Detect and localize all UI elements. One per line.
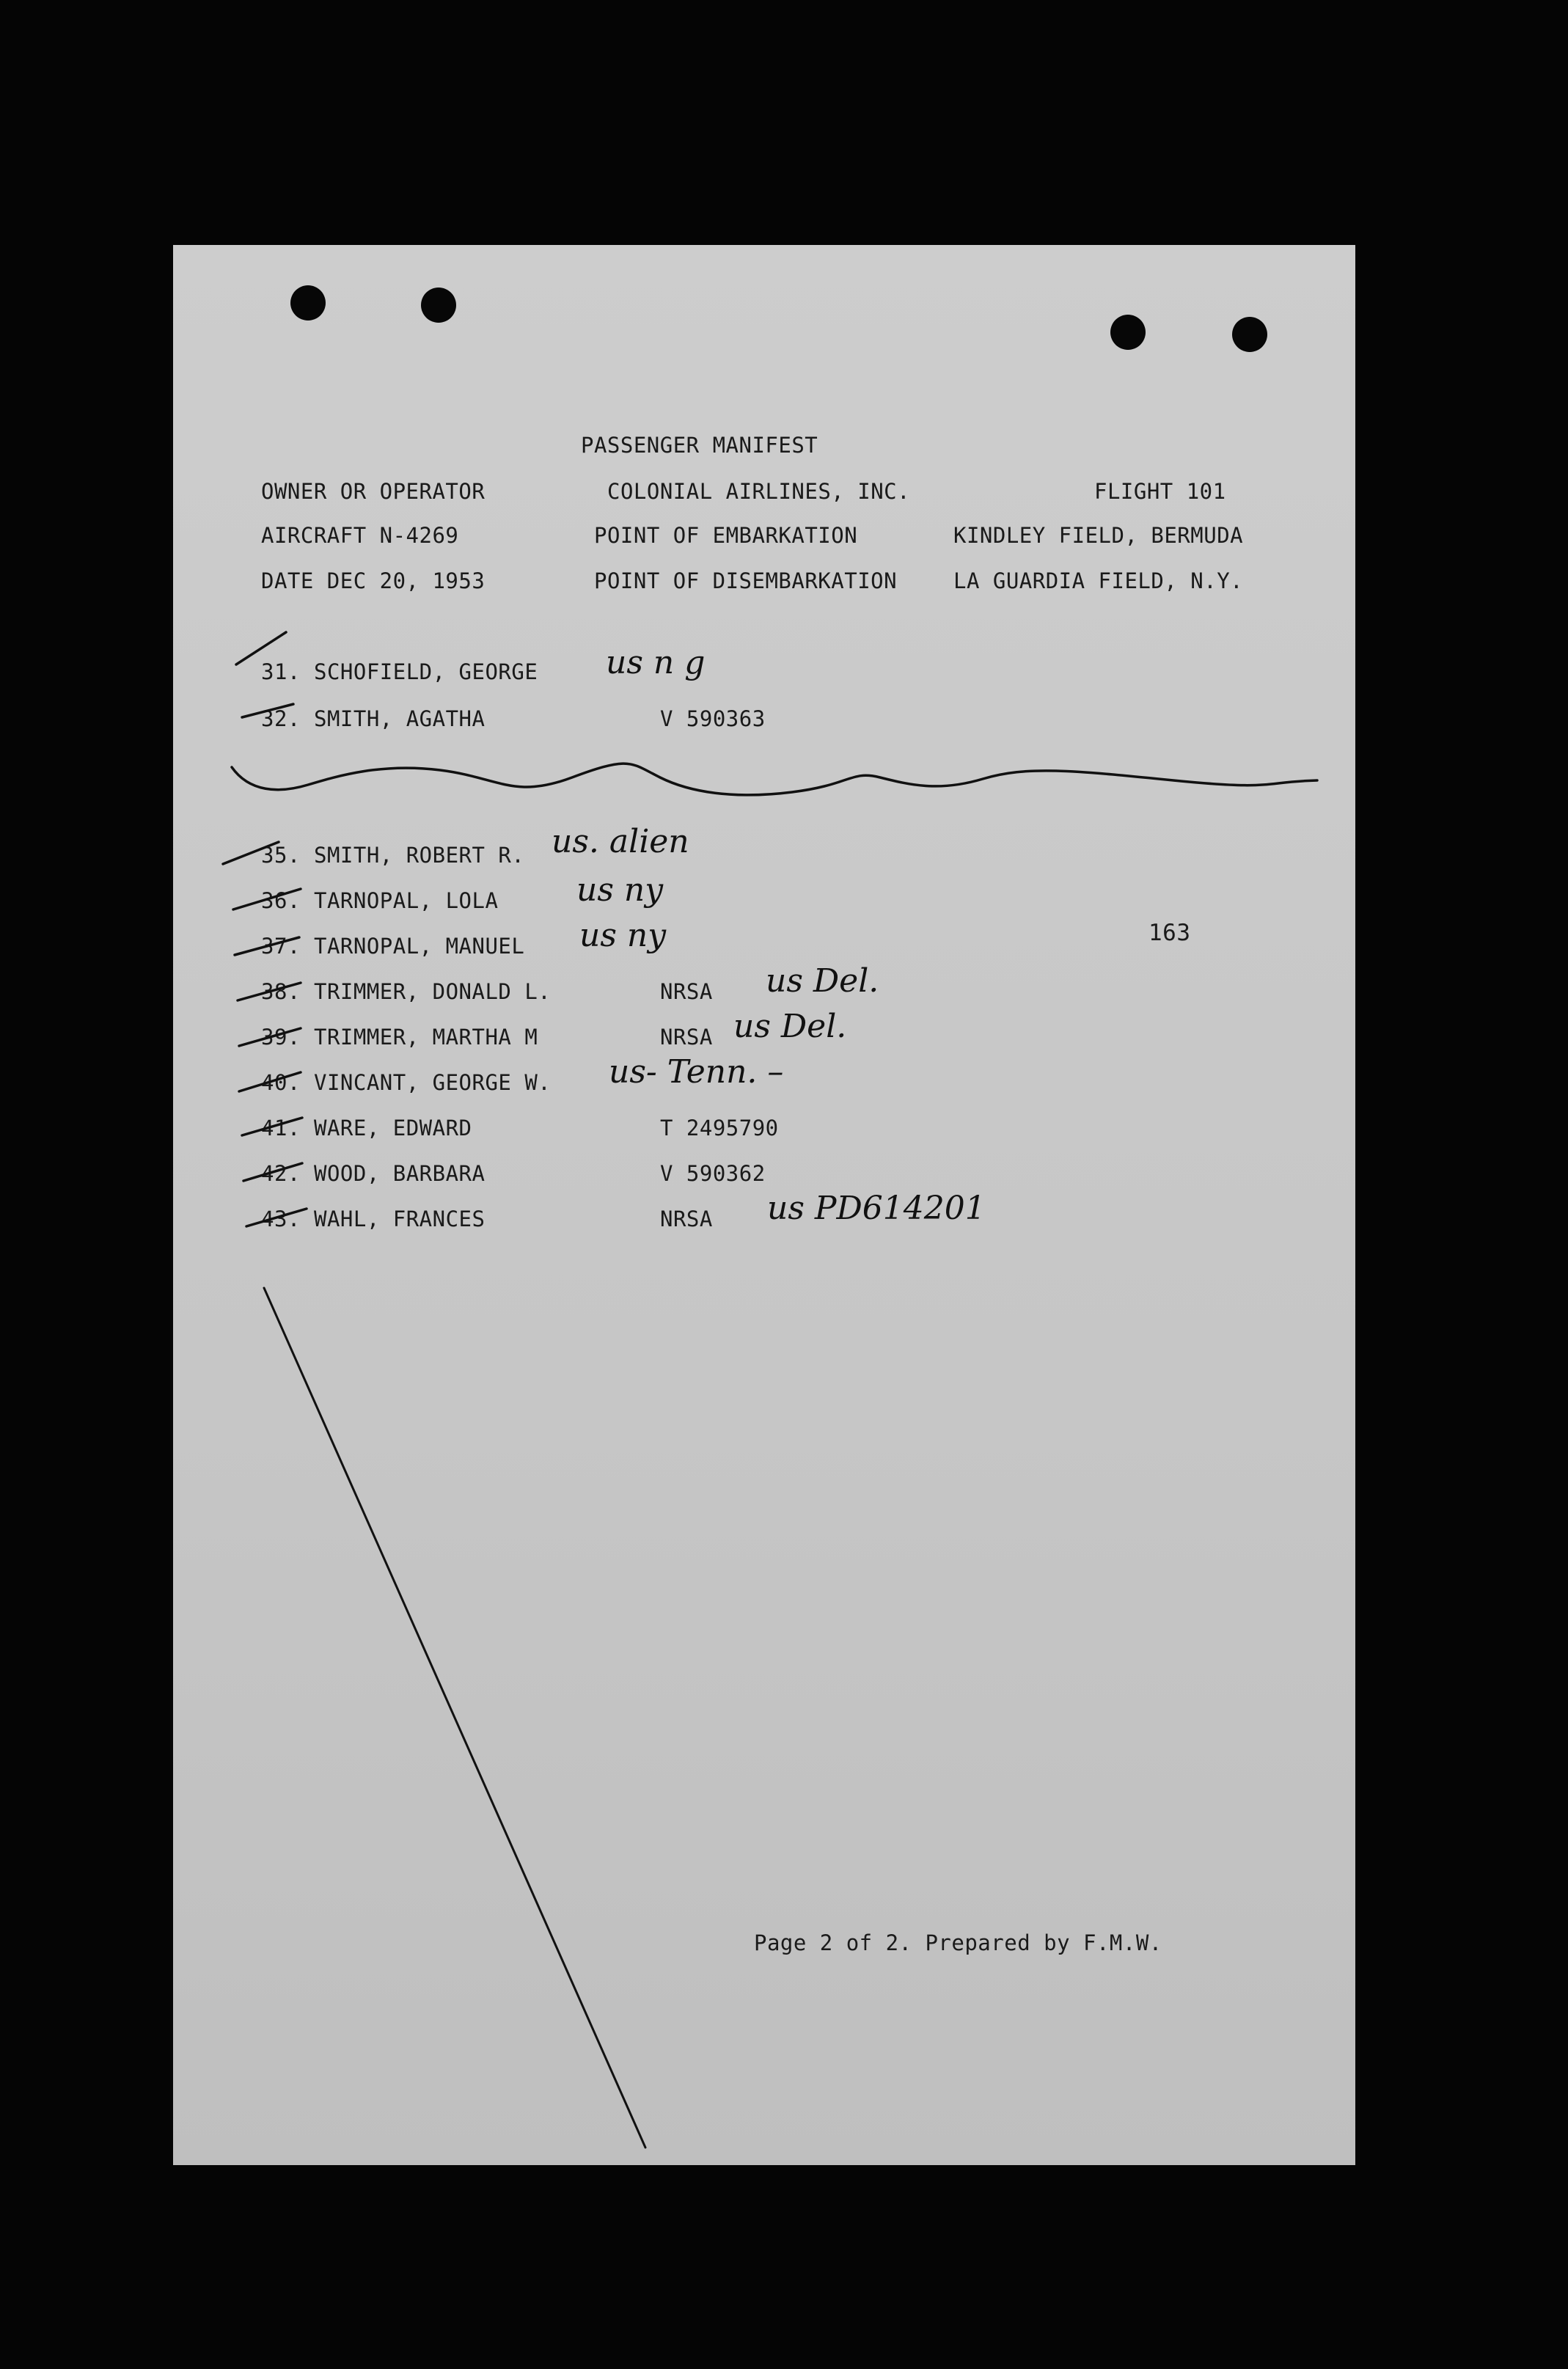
punch-hole: [290, 285, 326, 321]
manifest-title: PASSENGER MANIFEST: [581, 433, 818, 458]
passenger-number: 38.: [261, 979, 301, 1004]
disembarkation-value: LA GUARDIA FIELD, N.Y.: [953, 568, 1244, 593]
aircraft-id: AIRCRAFT N-4269: [261, 523, 459, 548]
punch-hole: [1232, 317, 1267, 352]
passenger-name: TRIMMER, MARTHA M: [314, 1025, 538, 1050]
flight-number: FLIGHT 101: [1094, 479, 1226, 504]
passenger-name: VINCANT, GEORGE W.: [314, 1070, 552, 1095]
page-footer: Page 2 of 2. Prepared by F.M.W.: [754, 1930, 1162, 1955]
passenger-name: SMITH, ROBERT R.: [314, 843, 525, 868]
passenger-name: SCHOFIELD, GEORGE: [314, 659, 538, 684]
passenger-document: V 590362: [660, 1161, 766, 1186]
passenger-name: WAHL, FRANCES: [314, 1207, 486, 1231]
passenger-number: 40.: [261, 1070, 301, 1095]
passenger-document: V 590363: [660, 706, 766, 731]
passenger-number: 37.: [261, 934, 301, 959]
passenger-number: 35.: [261, 843, 301, 868]
handwritten-note: us- Tenn. –: [609, 1053, 784, 1091]
passenger-number: 31.: [261, 659, 301, 684]
passenger-name: TARNOPAL, LOLA: [314, 888, 499, 913]
passenger-name: WARE, EDWARD: [314, 1116, 472, 1140]
handwritten-note: us. alien: [552, 823, 689, 860]
handwritten-note: us Del.: [766, 962, 879, 1000]
handwritten-note: us PD614201: [767, 1190, 986, 1227]
passenger-number: 42.: [261, 1161, 301, 1186]
passenger-document: NRSA: [660, 1207, 713, 1231]
passenger-document: T 2495790: [660, 1116, 779, 1140]
handwritten-note: us ny: [579, 917, 667, 954]
passenger-number: 36.: [261, 888, 301, 913]
passenger-name: TARNOPAL, MANUEL: [314, 934, 525, 959]
passenger-number: 41.: [261, 1116, 301, 1140]
owner-label: OWNER OR OPERATOR: [261, 479, 486, 504]
passenger-number: 39.: [261, 1025, 301, 1050]
embarkation-value: KINDLEY FIELD, BERMUDA: [953, 523, 1244, 548]
embarkation-label: POINT OF EMBARKATION: [594, 523, 858, 548]
handwritten-note: us ny: [576, 871, 664, 909]
passenger-name: TRIMMER, DONALD L.: [314, 979, 552, 1004]
passenger-number: 43.: [261, 1207, 301, 1231]
handwritten-note: us Del.: [733, 1008, 847, 1045]
passenger-name: WOOD, BARBARA: [314, 1161, 486, 1186]
page-stamp-number: 163: [1148, 920, 1191, 946]
passenger-document: NRSA: [660, 979, 713, 1004]
disembarkation-label: POINT OF DISEMBARKATION: [594, 568, 898, 593]
passenger-number: 32.: [261, 706, 301, 731]
punch-hole: [1110, 315, 1146, 350]
passenger-document: NRSA: [660, 1025, 713, 1050]
passenger-name: SMITH, AGATHA: [314, 706, 486, 731]
punch-hole: [421, 288, 456, 323]
flight-date: DATE DEC 20, 1953: [261, 568, 486, 593]
handwritten-note: us n g: [606, 644, 706, 681]
owner-value: COLONIAL AIRLINES, INC.: [607, 479, 911, 504]
